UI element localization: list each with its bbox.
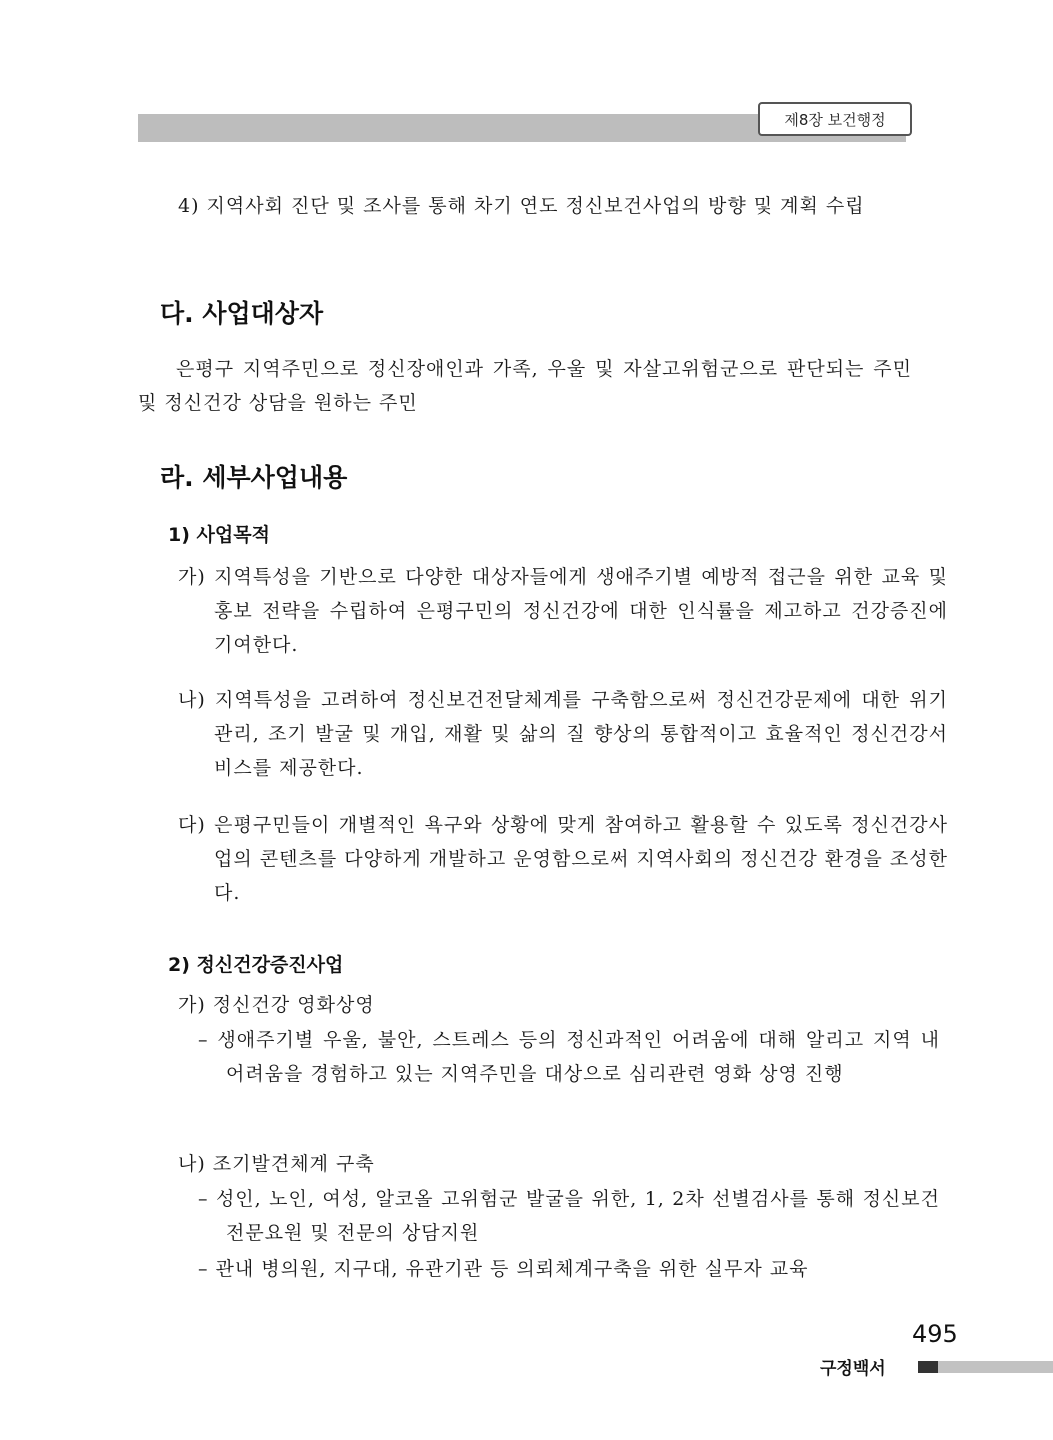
sub2-na-bullet-2: – 관내 병의원, 지구대, 유관기관 등 의뢰체계구축을 위한 실무자 교육 (198, 1258, 809, 1280)
sub2-na: 나) 조기발견체계 구축 (178, 1153, 375, 1175)
footer-bar-dark (918, 1361, 938, 1373)
footer-bar-light (938, 1361, 1053, 1373)
sub2-na-bullet-1: – 성인, 노인, 여성, 알코올 고위험군 발굴을 위한, 1, 2차 선별검사를 통해 정신보건전문요원 및 전문의 상담지원 (198, 1188, 940, 1244)
sub1-title: 1) 사업목적 (168, 524, 270, 546)
sub1-da: 다) 은평구민들이 개별적인 욕구와 상황에 맞게 참여하고 활용할 수 있도록 정신건강사업의 콘텐츠를 다양하게 개발하고 운영함으로써 지역사회의 정신건강 환경을 조성한다. (178, 814, 948, 904)
sub1-ga: 가) 지역특성을 기반으로 다양한 대상자들에게 생애주기별 예방적 접근을 위한 교육 및 홍보 전략을 수립하여 은평구민의 정신건강에 대한 인식률을 제고하고 건강증진에 기여한다. (178, 566, 948, 656)
sub2-ga: 가) 정신건강 영화상영 (178, 994, 375, 1016)
sub1-na: 나) 지역특성을 고려하여 정신보건전달체계를 구축함으로써 정신건강문제에 대한 위기관리, 조기 발굴 및 개입, 재활 및 삶의 질 향상의 통합적이고 효율적인 정신건강서비스를 제공한다. (178, 689, 948, 779)
page-number: 495 (912, 1320, 958, 1348)
sub2-title: 2) 정신건강증진사업 (168, 954, 344, 976)
sub2-ga-bullet-1: – 생애주기별 우울, 불안, 스트레스 등의 정신과적인 어려움에 대해 알리고 지역 내 어려움을 경험하고 있는 지역주민을 대상으로 심리관련 영화 상영 진행 (198, 1029, 940, 1085)
chapter-tab (758, 102, 912, 136)
section-da-body: 은평구 지역주민으로 정신장애인과 가족, 우울 및 자살고위험군으로 판단되는 주민 및 정신건강 상담을 원하는 주민 (138, 358, 912, 414)
section-da-title: 다. 사업대상자 (160, 299, 324, 328)
book-title: 구정백서 (820, 1359, 886, 1379)
chapter-label: 제8장 보건행정 (784, 110, 886, 129)
item-4: 4) 지역사회 진단 및 조사를 통해 차기 연도 정신보건사업의 방향 및 계획 수립 (178, 195, 865, 217)
section-ra-title: 라. 세부사업내용 (160, 463, 348, 492)
